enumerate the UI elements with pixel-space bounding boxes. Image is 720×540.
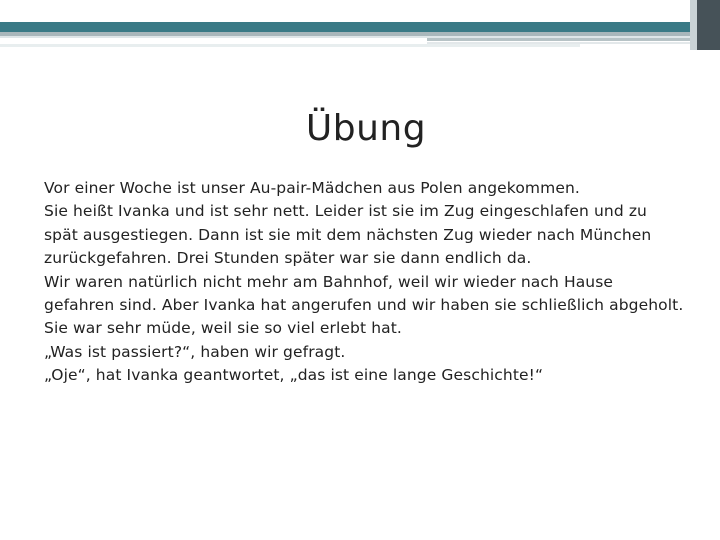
corner-dark-block <box>697 0 720 50</box>
slide-body <box>44 177 684 388</box>
slide-title <box>0 108 720 149</box>
corner-light-block <box>690 0 697 50</box>
paragraph-5: „Oje“, hat Ivanka geantwortet, „das ist eine lange Geschichte!“ <box>44 366 544 385</box>
right-faint-bar <box>427 42 690 44</box>
left-faint-bar <box>0 44 580 47</box>
top-accent-bar <box>0 22 720 32</box>
paragraph-3: Wir waren natürlich nicht mehr am Bahnhof, weil wir wieder nach Hause gefahren sind. Aber Ivanka hat angerufen und wir haben sie schließlich abgeholt. Sie war sehr müde, weil sie so viel erlebt hat. <box>44 272 684 338</box>
paragraph-4: „Was ist passiert?“, haben wir gefragt. <box>44 342 346 361</box>
paragraph-1: Vor einer Woche ist unser Au-pair-Mädchen aus Polen angekommen. <box>44 179 580 197</box>
slide-title-text: Übung <box>305 108 427 149</box>
paragraph-2: Sie heißt Ivanka und ist sehr nett. Leider ist sie im Zug eingeschlafen und zu spät ausgestiegen. Dann ist sie mit dem nächsten Zug wieder nach München zurückgefahren. Drei Stunden später war sie dann endlich da. <box>44 202 652 268</box>
right-gray-bar <box>427 38 690 41</box>
